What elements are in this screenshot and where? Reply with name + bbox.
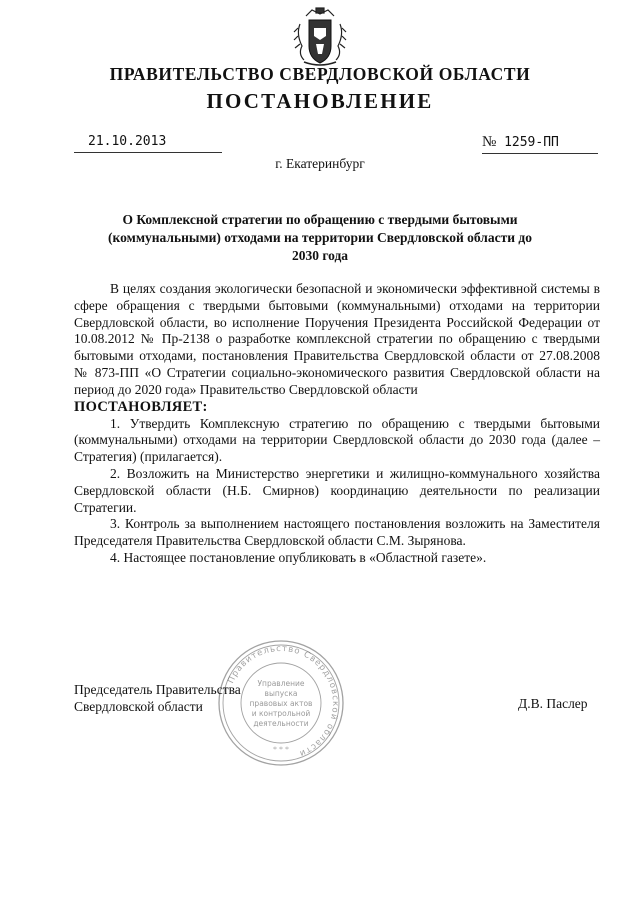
document-title <box>108 211 532 265</box>
decree-heading: ПОСТАНОВЛЯЕТ: <box>74 398 208 415</box>
document-number-field <box>482 132 598 154</box>
preamble-paragraph: В целях создания экологически безопасной и экономически эффективной системы в сфере обращения с твердыми бытовыми (коммунальными) отходами на территории Свердловской области, во исполнение Поручения Президента Российской Федерации от 10.08.2012 № Пр-2138 о разработке комплексной стратегии по обращению с твердыми бытовыми отходами, постановления Правительства Свердловской области от 27.08.2008 № 873-ПП «О Стратегии социально-экономического развития Свердловской области на период до 2020 года» Правительство Свердловской области <box>74 281 600 397</box>
item-2-paragraph: 2. Возложить на Министерство энергетики и жилищно-коммунального хозяйства Свердловской области (Н.Б. Смирнов) координацию деятельности по реализации Стратегии. <box>74 465 600 515</box>
seal-inner-line-5: деятельности <box>253 719 309 728</box>
signatory-position-line-2: Свердловской области <box>74 699 203 714</box>
number-sign: № <box>482 134 497 150</box>
signatory-name: Д.В. Паслер <box>518 696 588 711</box>
seal-inner-line-1: Управление <box>257 679 305 688</box>
document-type: ПОСТАНОВЛЕНИЕ <box>206 89 434 113</box>
coat-of-arms-emblem <box>292 6 348 68</box>
seal-outer-text: Правительство Свердловской области <box>226 643 341 759</box>
document-body <box>74 281 600 567</box>
seal-inner-line-3: правовых актов <box>249 699 313 708</box>
document-number: 1259-ПП <box>504 135 559 150</box>
city-line: г. Екатеринбург <box>275 156 365 171</box>
seal-inner-line-2: выпуска <box>264 689 298 698</box>
svg-text:* * *: * * * <box>273 745 289 754</box>
organization-name: ПРАВИТЕЛЬСТВО СВЕРДЛОВСКОЙ ОБЛАСТИ <box>109 64 531 84</box>
item-4-paragraph: 4. Настоящее постановление опубликовать в «Областной газете». <box>110 549 487 565</box>
title-line-2: (коммунальными) отходами на территории Свердловской области до 2030 года <box>108 230 532 263</box>
signatory-position-line-1: Председатель Правительства <box>74 682 241 697</box>
document-date: 21.10.2013 <box>74 132 222 153</box>
signatory-position <box>74 681 241 715</box>
item-1-paragraph: 1. Утвердить Комплексную стратегию по обращению с твердыми бытовыми (коммунальными) отходами на территории Свердловской области до 2030 года (далее – Стратегия) (прилагается). <box>74 415 600 465</box>
item-3-paragraph: 3. Контроль за выполнением настоящего постановления возложить на Заместителя Председателя Правительства Свердловской области С.М. Зырянова. <box>74 516 600 549</box>
title-line-1: О Комплексной стратегии по обращению с твердыми бытовыми <box>122 212 518 227</box>
seal-inner-line-4: и контрольной <box>251 709 311 718</box>
